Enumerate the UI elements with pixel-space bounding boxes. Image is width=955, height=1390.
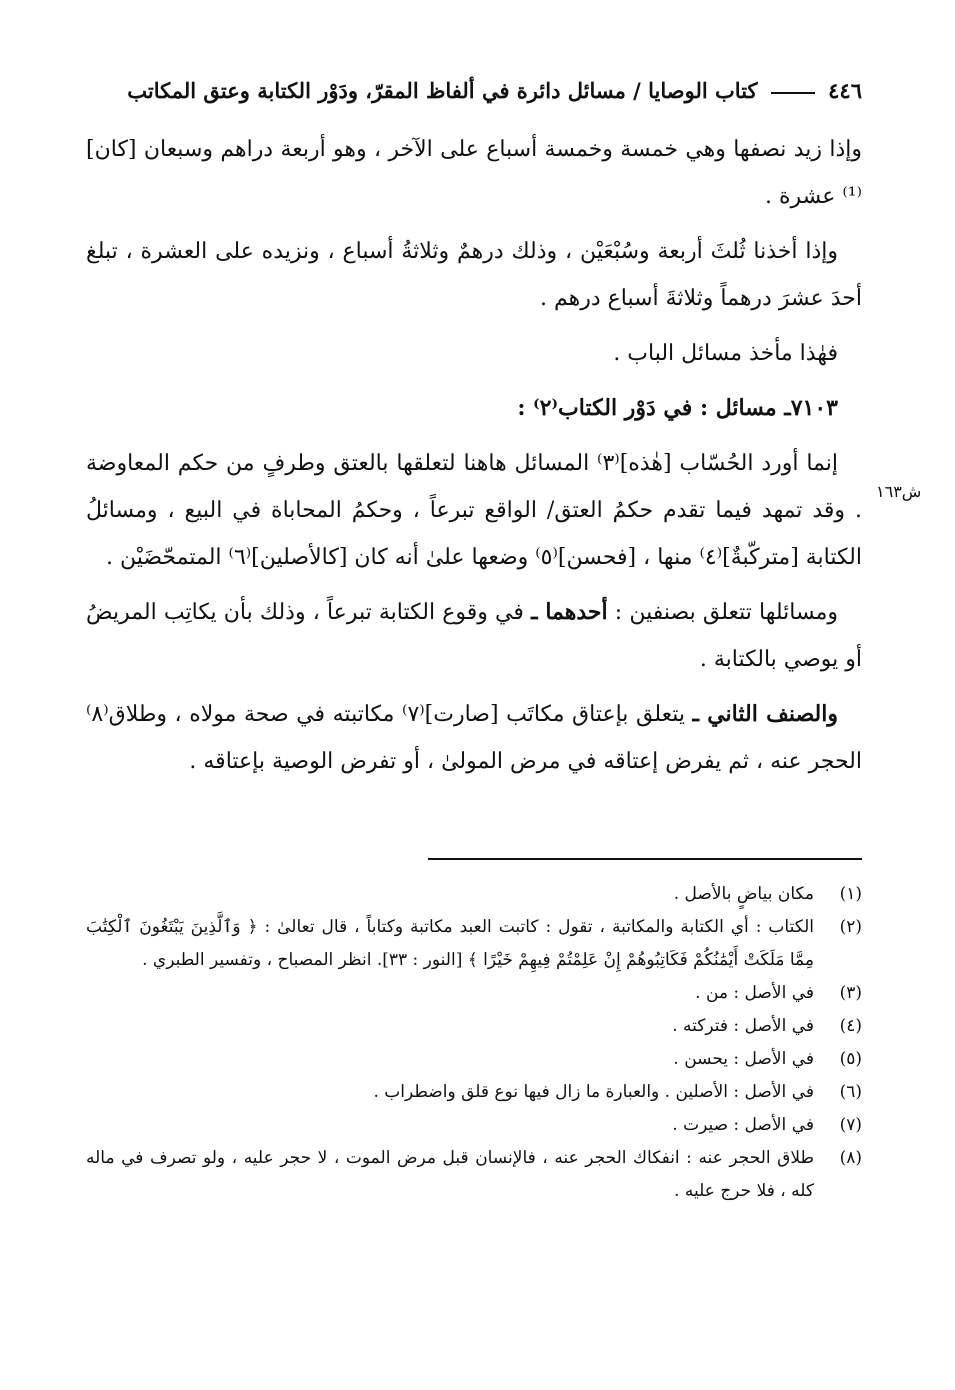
footnote-number: (٣): [839, 983, 862, 1003]
section-heading: ٧١٠٣ـ مسائل : في دَوْر الكتاب⁽٢⁾ :: [517, 395, 838, 421]
footnote-text: الكتاب : أي الكتابة والمكاتبة ، تقول : كاتبت العبد مكاتبة وكتاباً ، قال تعالىٰ : ﴿ وَٱلَّذِينَ يَبْتَغُونَ ٱلْكِتَٰبَ مِمَّا مَلَكَتْ أَيْمَٰنُكُمْ فَكَاتِبُوهُمْ إِنْ عَلِمْتُمْ فِيهِمْ خَيْرًا ﴾ [النور : ٣٣]. انظر المصباح ، وتفسير الطبري .: [86, 917, 814, 970]
paragraph-7-rest: يتعلق بإعتاق مكاتَب [صارت]⁽٧⁾ مكاتبته في صحة مولاه ، وطلاق⁽٨⁾ الحجر عنه ، ثم يفرض إعتاقه في مرض المولىٰ ، أو تفرض الوصية بإعتاقه .: [86, 702, 862, 774]
paragraph-7-bold: والصنف الثاني ـ: [692, 701, 838, 727]
footnote-item: [86, 1109, 862, 1142]
footnote-item: [86, 911, 862, 977]
footnote-text: في الأصل : من .: [695, 983, 814, 1003]
footnote-separator: [428, 858, 862, 860]
paragraph-2: وإذا أخذنا ثُلثَ أربعة وسُبْعَيْن ، وذلك درهمٌ وثلاثةُ أسباع ، ونزيده على العشرة ، تبلغ أحدَ عشرَ درهماً وثلاثةَ أسباع درهم .: [86, 239, 862, 311]
main-text: [86, 126, 862, 793]
running-header: [86, 78, 862, 103]
footnote-text: في الأصل : فتركته .: [672, 1016, 814, 1036]
footnote-item: [86, 977, 862, 1010]
header-title: كتاب الوصايا / مسائل دائرة في ألفاظ المقرّ، ودَوْر الكتابة وعتق المكاتب: [127, 78, 758, 103]
footnote-text: في الأصل : الأصلين . والعبارة ما زال فيها نوع قلق واضطراب .: [373, 1082, 814, 1102]
footnote-text: طلاق الحجر عنه : انفكاك الحجر عنه ، فالإنسان قبل مرض الموت ، لا حجر عليه ، ولو تصرف في ماله كله ، فلا حرج عليه .: [86, 1148, 814, 1201]
footnote-text: مكان بياضٍ بالأصل .: [673, 884, 814, 904]
paragraph-1: وإذا زيد نصفها وهي خمسة وخمسة أسباع على الآخر ، وهو أربعة دراهم وسبعان [كان]⁽¹⁾ عشرة .: [86, 137, 862, 209]
paragraph-6-rest: في وقوع الكتابة تبرعاً ، وذلك بأن يكاتِب المريضُ أو يوصي بالكتابة .: [86, 600, 862, 672]
footnote-item: [86, 1043, 862, 1076]
paragraph-6: [86, 589, 862, 683]
footnote-number: (٤): [839, 1016, 862, 1036]
paragraph-6-bold: أحدهما ـ: [531, 599, 608, 625]
footnote-text: في الأصل : يحسن .: [673, 1049, 814, 1069]
footnote-item: [86, 1010, 862, 1043]
paragraph-3: فهٰذا مأخذ مسائل الباب .: [613, 341, 838, 366]
page-number: ٤٤٦: [828, 78, 862, 103]
footnote-number: (٦): [839, 1082, 862, 1102]
margin-reference: ش١٦٣: [876, 482, 922, 501]
footnote-item: [86, 878, 862, 911]
footnote-number: (٢): [839, 917, 862, 937]
footnote-number: (٧): [839, 1115, 862, 1135]
footnote-number: (٥): [839, 1049, 862, 1069]
footnote-text: في الأصل : صيرت .: [672, 1115, 814, 1135]
footnote-item: [86, 1076, 862, 1109]
footnote-number: (٨): [839, 1148, 862, 1168]
paragraph-6-lead: ومسائلها تتعلق بصنفين :: [607, 600, 839, 625]
paragraph-7: [86, 691, 862, 785]
header-rule: [771, 92, 815, 94]
footnote-number: (١): [839, 884, 862, 904]
paragraph-5: إنما أورد الحُسّاب [هٰذه]⁽٣⁾ المسائل هاهنا لتعلقها بالعتق وطرفٍ من حكم المعاوضة . وقد تمهد فيما تقدم حكمُ العتق/ الواقع تبرعاً ، وحكمُ المحاباة في البيع ، ومسائلُ الكتابة [متركّبةٌ]⁽٤⁾ منها ، [فحسن]⁽٥⁾ وضعها علىٰ أنه كان [كالأصلين]⁽٦⁾ المتمحّضَيْن .: [86, 451, 862, 570]
footnote-item: [86, 1142, 862, 1208]
footnotes: [86, 878, 862, 1208]
